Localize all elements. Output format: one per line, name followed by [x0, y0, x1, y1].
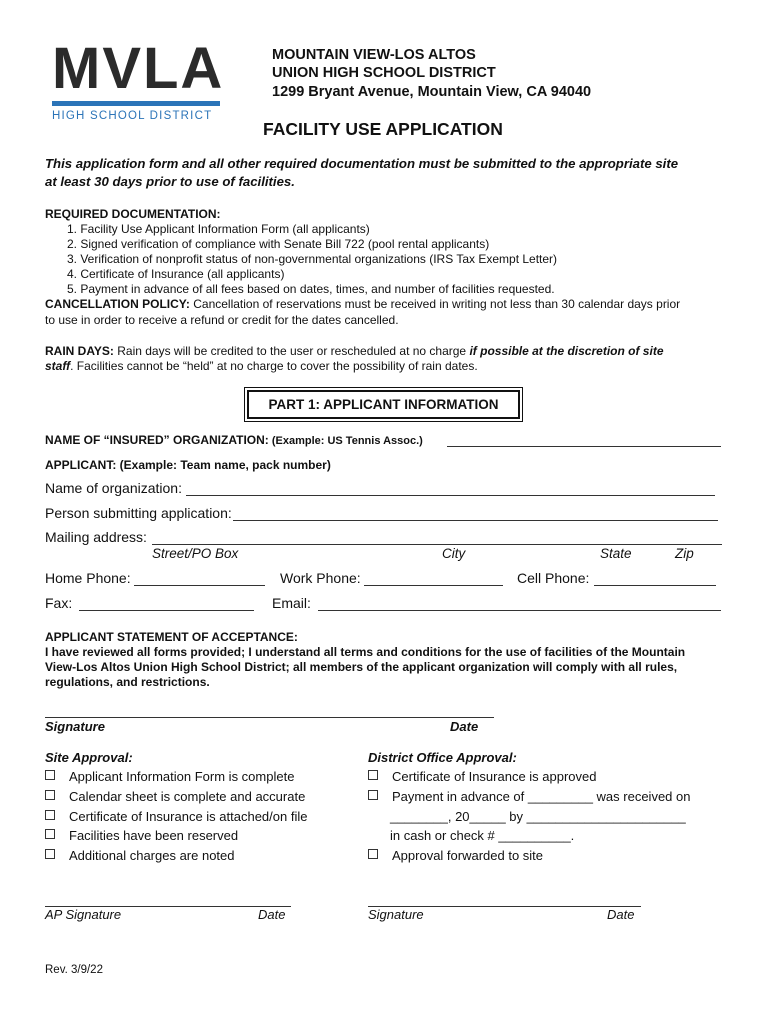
home-phone-label: Home Phone: [45, 570, 131, 586]
applicant-signature-line[interactable] [45, 717, 494, 718]
district-name-line2: UNION HIGH SCHOOL DISTRICT [272, 65, 496, 81]
rain-text: Rain days will be credited to the user or rescheduled at no charge [113, 344, 470, 358]
insured-org-label [45, 433, 423, 447]
rain-emphasis: if possible at the discretion of site [469, 344, 664, 358]
site-check-3[interactable] [45, 809, 307, 824]
rain-days [45, 344, 664, 358]
org-name-field[interactable] [186, 495, 715, 496]
site-check-1[interactable] [45, 769, 294, 784]
org-name-label: Name of organization: [45, 480, 182, 496]
fax-label: Fax: [45, 595, 73, 611]
statement-line3: regulations, and restrictions. [45, 675, 210, 689]
email-label: Email: [272, 595, 311, 611]
site-approval-heading: Site Approval: [45, 750, 133, 765]
person-label: Person submitting application: [45, 505, 232, 521]
site-check-label: Calendar sheet is complete and accurate [69, 789, 306, 804]
checkbox[interactable] [368, 849, 378, 859]
district-check-1[interactable] [368, 769, 597, 784]
site-check-label: Applicant Information Form is complete [69, 769, 295, 784]
logo-underline [52, 101, 220, 106]
cell-phone-label: Cell Phone: [517, 570, 590, 586]
district-check-3[interactable] [368, 848, 543, 863]
district-check-2[interactable] [368, 789, 690, 804]
state-label: State [600, 546, 632, 561]
signature-label: Signature [45, 719, 105, 734]
logo: MVLA [52, 36, 225, 101]
required-doc-item: 5. Payment in advance of all fees based on dates, times, and number of facilities requested. [67, 282, 555, 296]
checkbox[interactable] [45, 829, 55, 839]
district-payment-line3: in cash or check # __________. [390, 828, 575, 843]
cancellation-policy [45, 297, 680, 311]
ap-signature-label: AP Signature [45, 907, 122, 922]
checkbox[interactable] [368, 770, 378, 780]
site-check-5[interactable] [45, 848, 235, 863]
home-phone-field[interactable] [134, 585, 265, 586]
required-doc-item: 4. Certificate of Insurance (all applicants) [67, 267, 285, 281]
checkbox[interactable] [45, 810, 55, 820]
district-approval-heading: District Office Approval: [368, 750, 517, 765]
cancellation-line2: to use in order to receive a refund or credit for the dates cancelled. [45, 313, 399, 327]
required-doc-item: 2. Signed verification of compliance with Senate Bill 722 (pool rental applicants) [67, 237, 490, 251]
rain-emphasis-staff: staff [45, 359, 71, 373]
person-field[interactable] [233, 520, 718, 521]
site-check-label: Facilities have been reserved [69, 828, 239, 843]
mailing-field[interactable] [152, 544, 722, 545]
district-check-label: Certificate of Insurance is approved [392, 769, 597, 784]
statement-heading: APPLICANT STATEMENT OF ACCEPTANCE: [45, 630, 298, 644]
site-check-label: Certificate of Insurance is attached/on file [69, 809, 308, 824]
checkbox[interactable] [45, 849, 55, 859]
cell-phone-field[interactable] [594, 585, 716, 586]
site-check-4[interactable] [45, 828, 238, 843]
district-address: 1299 Bryant Avenue, Mountain View, CA 94040 [272, 84, 592, 100]
date-label: Date [450, 719, 479, 734]
district-date-label: Date [607, 907, 635, 922]
cancellation-text: Cancellation of reservations must be received in writing not less than 30 calendar days prior [189, 297, 681, 311]
logo-subtitle: HIGH SCHOOL DISTRICT [52, 110, 213, 122]
mailing-label: Mailing address: [45, 529, 147, 545]
insured-label: NAME OF “INSURED” ORGANIZATION: [45, 433, 269, 447]
district-signature-label: Signature [368, 907, 424, 922]
work-phone-label: Work Phone: [280, 570, 361, 586]
required-doc-item: 1. Facility Use Applicant Information Form (all applicants) [67, 222, 370, 236]
insured-org-field[interactable] [447, 446, 721, 447]
revision-date: Rev. 3/9/22 [45, 964, 103, 976]
intro-line1: This application form and all other required documentation must be submitted to the appropriate site [45, 156, 679, 171]
rain-label: RAIN DAYS: [45, 344, 114, 358]
checkbox[interactable] [368, 790, 378, 800]
part1-heading: PART 1: APPLICANT INFORMATION [247, 390, 520, 419]
district-name-line1: MOUNTAIN VIEW-LOS ALTOS [272, 47, 476, 63]
rain-rest: . Facilities cannot be “held” at no charge to cover the possibility of rain dates. [70, 359, 478, 373]
site-check-label: Additional charges are noted [69, 848, 235, 863]
required-doc-heading: REQUIRED DOCUMENTATION: [45, 207, 221, 221]
district-check-label: Payment in advance of _________ was received on [392, 789, 691, 804]
district-payment-line2: ________, 20_____ by ______________________ [390, 809, 686, 824]
applicant-label: APPLICANT: (Example: Team name, pack number) [45, 458, 331, 472]
email-field[interactable] [318, 610, 721, 611]
ap-date-label: Date [258, 907, 286, 922]
required-doc-item: 3. Verification of nonprofit status of non-governmental organizations (IRS Tax Exempt Letter) [67, 252, 558, 266]
statement-line1: I have reviewed all forms provided; I understand all terms and conditions for the use of facilities of the Mountain [45, 645, 686, 659]
rain-days-line2 [45, 359, 478, 373]
zip-label: Zip [675, 546, 694, 561]
page-title: FACILITY USE APPLICATION [263, 119, 503, 139]
cancellation-label: CANCELLATION POLICY: [45, 297, 190, 311]
intro-line2: at least 30 days prior to use of facilities. [45, 174, 295, 189]
statement-line2: View-Los Altos Union High School District; all members of the applicant organization will comply with all rules, [45, 660, 678, 674]
district-check-label: Approval forwarded to site [392, 848, 544, 863]
work-phone-field[interactable] [364, 585, 503, 586]
street-label: Street/PO Box [152, 546, 239, 561]
fax-field[interactable] [79, 610, 254, 611]
checkbox[interactable] [45, 790, 55, 800]
checkbox[interactable] [45, 770, 55, 780]
city-label: City [442, 546, 466, 561]
insured-example: (Example: US Tennis Assoc.) [268, 435, 423, 447]
site-check-2[interactable] [45, 789, 305, 804]
